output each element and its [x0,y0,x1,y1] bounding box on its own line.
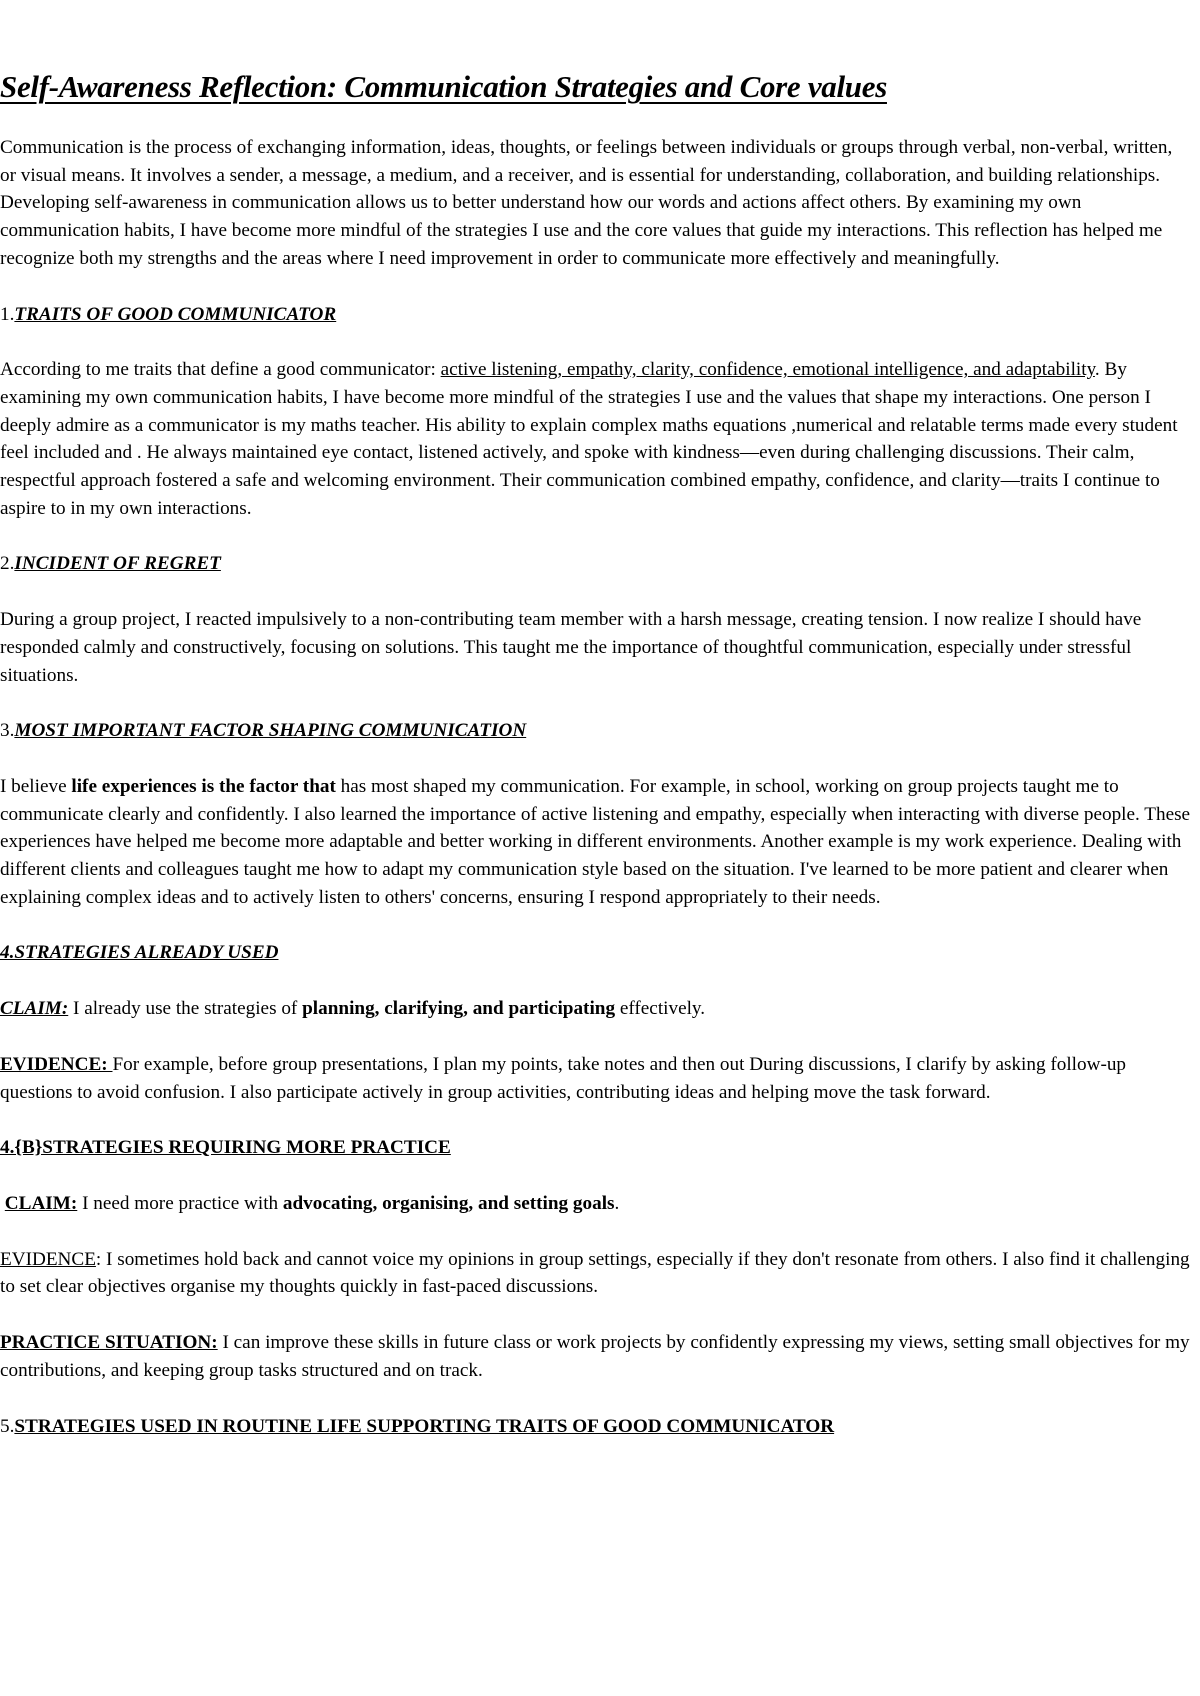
practice-label: PRACTICE SITUATION: [0,1332,218,1354]
factor-lead: I believe [0,775,72,797]
section-5-title: STRATEGIES USED IN ROUTINE LIFE SUPPORTING TRAITS OF GOOD COMMUNICATOR [14,1415,835,1437]
evidence-4b-text: : I sometimes hold back and cannot voice my opinions in group settings, especially if they don't resonate from others. I also find it challenging to set clear objectives organise my thoughts quickly in fast-paced discussions. [0,1248,1190,1298]
section-1-title: TRAITS OF GOOD COMMUNICATOR [14,303,337,325]
section-4b-heading: 4.{B}STRATEGIES REQUIRING MORE PRACTICE [0,1137,451,1159]
section-2-heading [0,550,1192,578]
intro-paragraph: Communication is the process of exchanging information, ideas, thoughts, or feelings between individuals or groups through verbal, non-verbal, written, or visual means. It involves a sender, a message, a medium, and a receiver, and is essential for understanding, collaboration, and building relationships. Developing self-awareness in communication allows us to better understand how our words and actions affect others. By examining my own communication habits, I have become more mindful of the strategies I use and the core values that guide my interactions. This reflection has helped me recognize both my strengths and the areas where I need improvement in order to communicate more effectively and meaningfully. [0,137,1173,269]
section-3-number: 3. [0,720,15,742]
claim-4b-end: . [614,1192,620,1214]
claim-strategies: planning, clarifying, and participating [302,998,616,1020]
section-2-title: INCIDENT OF REGRET [14,553,221,575]
factor-bold: life experiences is the factor that [71,775,336,797]
section-4-claim [0,995,1192,1023]
section-4b-evidence [0,1246,1192,1301]
traits-intro: According to me traits that define a good communicator: [0,359,441,381]
document-title: Self-Awareness Reflection: Communication Strategies and Core values [0,69,887,104]
section-4b-practice [0,1329,1192,1384]
claim-label: CLAIM: [0,998,69,1020]
evidence-text: For example, before group presentations, I plan my points, take notes and then out During discussions, I clarify by asking follow-up questions to avoid confusion. I also participate actively in group activities, contributing ideas and helping move the task forward. [0,1053,1127,1103]
traits-description: . By examining my own communication habits, I have become more mindful of the strategies I use and the values that shape my interactions. One person I deeply admire as a communicator is my maths teacher. His ability to explain complex maths equations ,numerical and relatable terms made every student feel included and . He always maintained eye contact, listened actively, and spoke with kindness—even during challenging discussions. Their calm, respectful approach fostered a safe and welcoming environment. Their communication combined empathy, confidence, and clarity—traits I continue to aspire to in my own interactions. [0,359,1178,519]
section-2-paragraph: During a group project, I reacted impulsively to a non-contributing team member with a harsh message, creating tension. I now realize I should have responded calmly and constructively, focusing on solutions. This taught me the importance of thoughtful communication, especially under stressful situations. [0,609,1142,686]
evidence-label-4b: EVIDENCE [0,1248,96,1270]
section-5-heading [0,1413,1192,1441]
claim-text-start: I already use the strategies of [68,998,303,1020]
section-1-number: 1. [0,303,15,325]
section-3-heading [0,717,1192,745]
document-page [0,67,1192,1468]
evidence-label: EVIDENCE: [0,1053,113,1075]
claim-4b-strategies: advocating, organising, and setting goals [282,1192,615,1214]
section-4-evidence [0,1051,1192,1106]
section-2-number: 2. [0,553,15,575]
factor-rest: has most shaped my communication. For example, in school, working on group projects taught me to communicate clearly and confidently. I also learned the importance of active listening and empathy, especially when interacting with diverse people. These experiences have helped me become more adaptable and better working in different environments. Another example is my work experience. Dealing with different clients and colleagues taught me how to adapt my communication style based on the situation. I've learned to be more patient and clearer when explaining complex ideas and to actively listen to others' concerns, ensuring I respond appropriately to their needs. [0,775,1191,908]
traits-list: active listening, empathy, clarity, confidence, emotional intelligence, and adaptability [440,359,1095,381]
practice-text: I can improve these skills in future class or work projects by confidently expressing my views, setting small objectives for my contributions, and keeping group tasks structured and on track. [0,1332,1190,1381]
section-1-heading [0,301,1192,329]
section-1-paragraph [0,356,1192,522]
section-3-paragraph [0,773,1192,912]
section-5-number: 5. [0,1415,15,1437]
claim-text-end: effectively. [615,998,706,1020]
section-3-title: MOST IMPORTANT FACTOR SHAPING COMMUNICATION [14,720,527,742]
section-4b-claim [0,1190,1192,1218]
section-4-heading: 4.STRATEGIES ALREADY USED [0,942,279,964]
claim-label-4b: CLAIM: [4,1192,78,1214]
claim-4b-start: I need more practice with [77,1192,283,1214]
